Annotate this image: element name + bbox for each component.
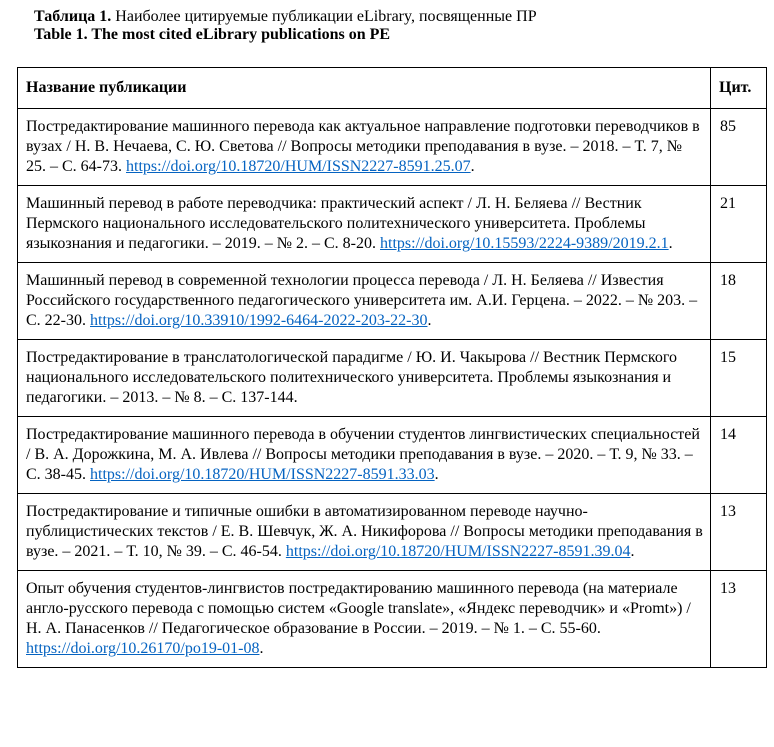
doi-link[interactable]: https://doi.org/10.26170/po19-01-08 bbox=[26, 640, 260, 657]
table-row bbox=[18, 109, 767, 186]
table-row bbox=[18, 571, 767, 668]
trailing-punctuation: . bbox=[630, 543, 635, 560]
table-row bbox=[18, 417, 767, 494]
citation-count: 15 bbox=[711, 340, 767, 417]
caption-ru-text: Наиболее цитируемые публикации eLibrary, посвященные ПР bbox=[111, 8, 537, 25]
citation-count: 13 bbox=[711, 494, 767, 571]
trailing-punctuation: . bbox=[434, 466, 439, 483]
caption-ru bbox=[34, 8, 537, 26]
citation-count: 21 bbox=[711, 186, 767, 263]
publication-text: Постредактирование и типичные ошибки в автоматизированном переводе научно-публицистических текстов / Е. В. Шевчук, Ж. А. Никифорова // Вопросы методики преподавания в вузе. – 2021. – Т. 10, № 39. – С. 46-54. bbox=[26, 503, 703, 560]
citation-count: 14 bbox=[711, 417, 767, 494]
citation-count: 85 bbox=[711, 109, 767, 186]
publication-cell bbox=[18, 263, 711, 340]
trailing-punctuation: . bbox=[668, 235, 673, 252]
trailing-punctuation: . bbox=[470, 158, 475, 175]
publication-text: Машинный перевод в современной технологии процесса перевода / Л. Н. Беляева // Известия Российского государственного педагогического университета им. А.И. Герцена. – 2022. – № 203. – С. 22-30. bbox=[26, 272, 698, 329]
trailing-punctuation: . bbox=[427, 312, 432, 329]
publication-cell bbox=[18, 494, 711, 571]
publications-table bbox=[17, 67, 767, 668]
publication-text: Постредактирование в транслатологической парадигме / Ю. И. Чакырова // Вестник Пермского национального исследовательского политехнического университета. Проблемы языкознания и педагогики. – 2013. – № 8. – С. 137-144. bbox=[26, 349, 677, 406]
publication-text: Постредактирование машинного перевода в обучении студентов лингвистических специальностей / В. А. Дорожкина, М. А. Ивлева // Вопросы методики преподавания в вузе. – 2020. – Т. 9, № 33. – С. 38-45. bbox=[26, 426, 700, 483]
table-row bbox=[18, 340, 767, 417]
doi-link[interactable]: https://doi.org/10.18720/HUM/ISSN2227-8591.39.04 bbox=[285, 543, 631, 560]
table-row bbox=[18, 263, 767, 340]
caption-en-text: Table 1. The most cited eLibrary publications on PE bbox=[34, 26, 391, 43]
header-citations: Цит. bbox=[711, 68, 767, 109]
publication-text: Постредактирование машинного перевода как актуальное направление подготовки переводчиков в вузах / Н. В. Нечаева, С. Ю. Светова // Вопросы методики преподавания в вузе. – 2018. – Т. 7, № 25. – С. 64-73. bbox=[26, 118, 700, 175]
publication-cell bbox=[18, 186, 711, 263]
trailing-punctuation: . bbox=[259, 640, 264, 657]
publication-cell bbox=[18, 340, 711, 417]
doi-link[interactable]: https://doi.org/10.15593/2224-9389/2019.2.1 bbox=[380, 235, 669, 252]
header-title: Название публикации bbox=[18, 68, 711, 109]
table-row bbox=[18, 186, 767, 263]
publication-cell bbox=[18, 571, 711, 668]
caption-ru-prefix: Таблица 1. bbox=[34, 8, 112, 25]
publication-cell bbox=[18, 109, 711, 186]
doi-link[interactable]: https://doi.org/10.18720/HUM/ISSN2227-8591.33.03 bbox=[90, 466, 435, 483]
caption-en bbox=[34, 26, 537, 44]
table-header-row bbox=[18, 68, 767, 109]
citation-count: 13 bbox=[711, 571, 767, 668]
doi-link[interactable]: https://doi.org/10.33910/1992-6464-2022-203-22-30 bbox=[90, 312, 428, 329]
table-caption bbox=[34, 8, 537, 44]
table-row bbox=[18, 494, 767, 571]
publication-text: Машинный перевод в работе переводчика: практический аспект / Л. Н. Беляева // Вестник Пермского национального исследовательского политехнического университета. Проблемы языкознания и педагогики. – 2019. – № 2. – С. 8-20. bbox=[26, 195, 646, 252]
citation-count: 18 bbox=[711, 263, 767, 340]
doi-link[interactable]: https://doi.org/10.18720/HUM/ISSN2227-8591.25.07 bbox=[126, 158, 471, 175]
publication-text: Опыт обучения студентов-лингвистов постредактированию машинного перевода (на материале англо-русского перевода с помощью систем «Google translate», «Яндекс переводчик» и «Promt») / Н. А. Панасенков // Педагогическое образование в России. – 2019. – № 1. – С. 55-60. bbox=[26, 580, 691, 637]
publication-cell bbox=[18, 417, 711, 494]
